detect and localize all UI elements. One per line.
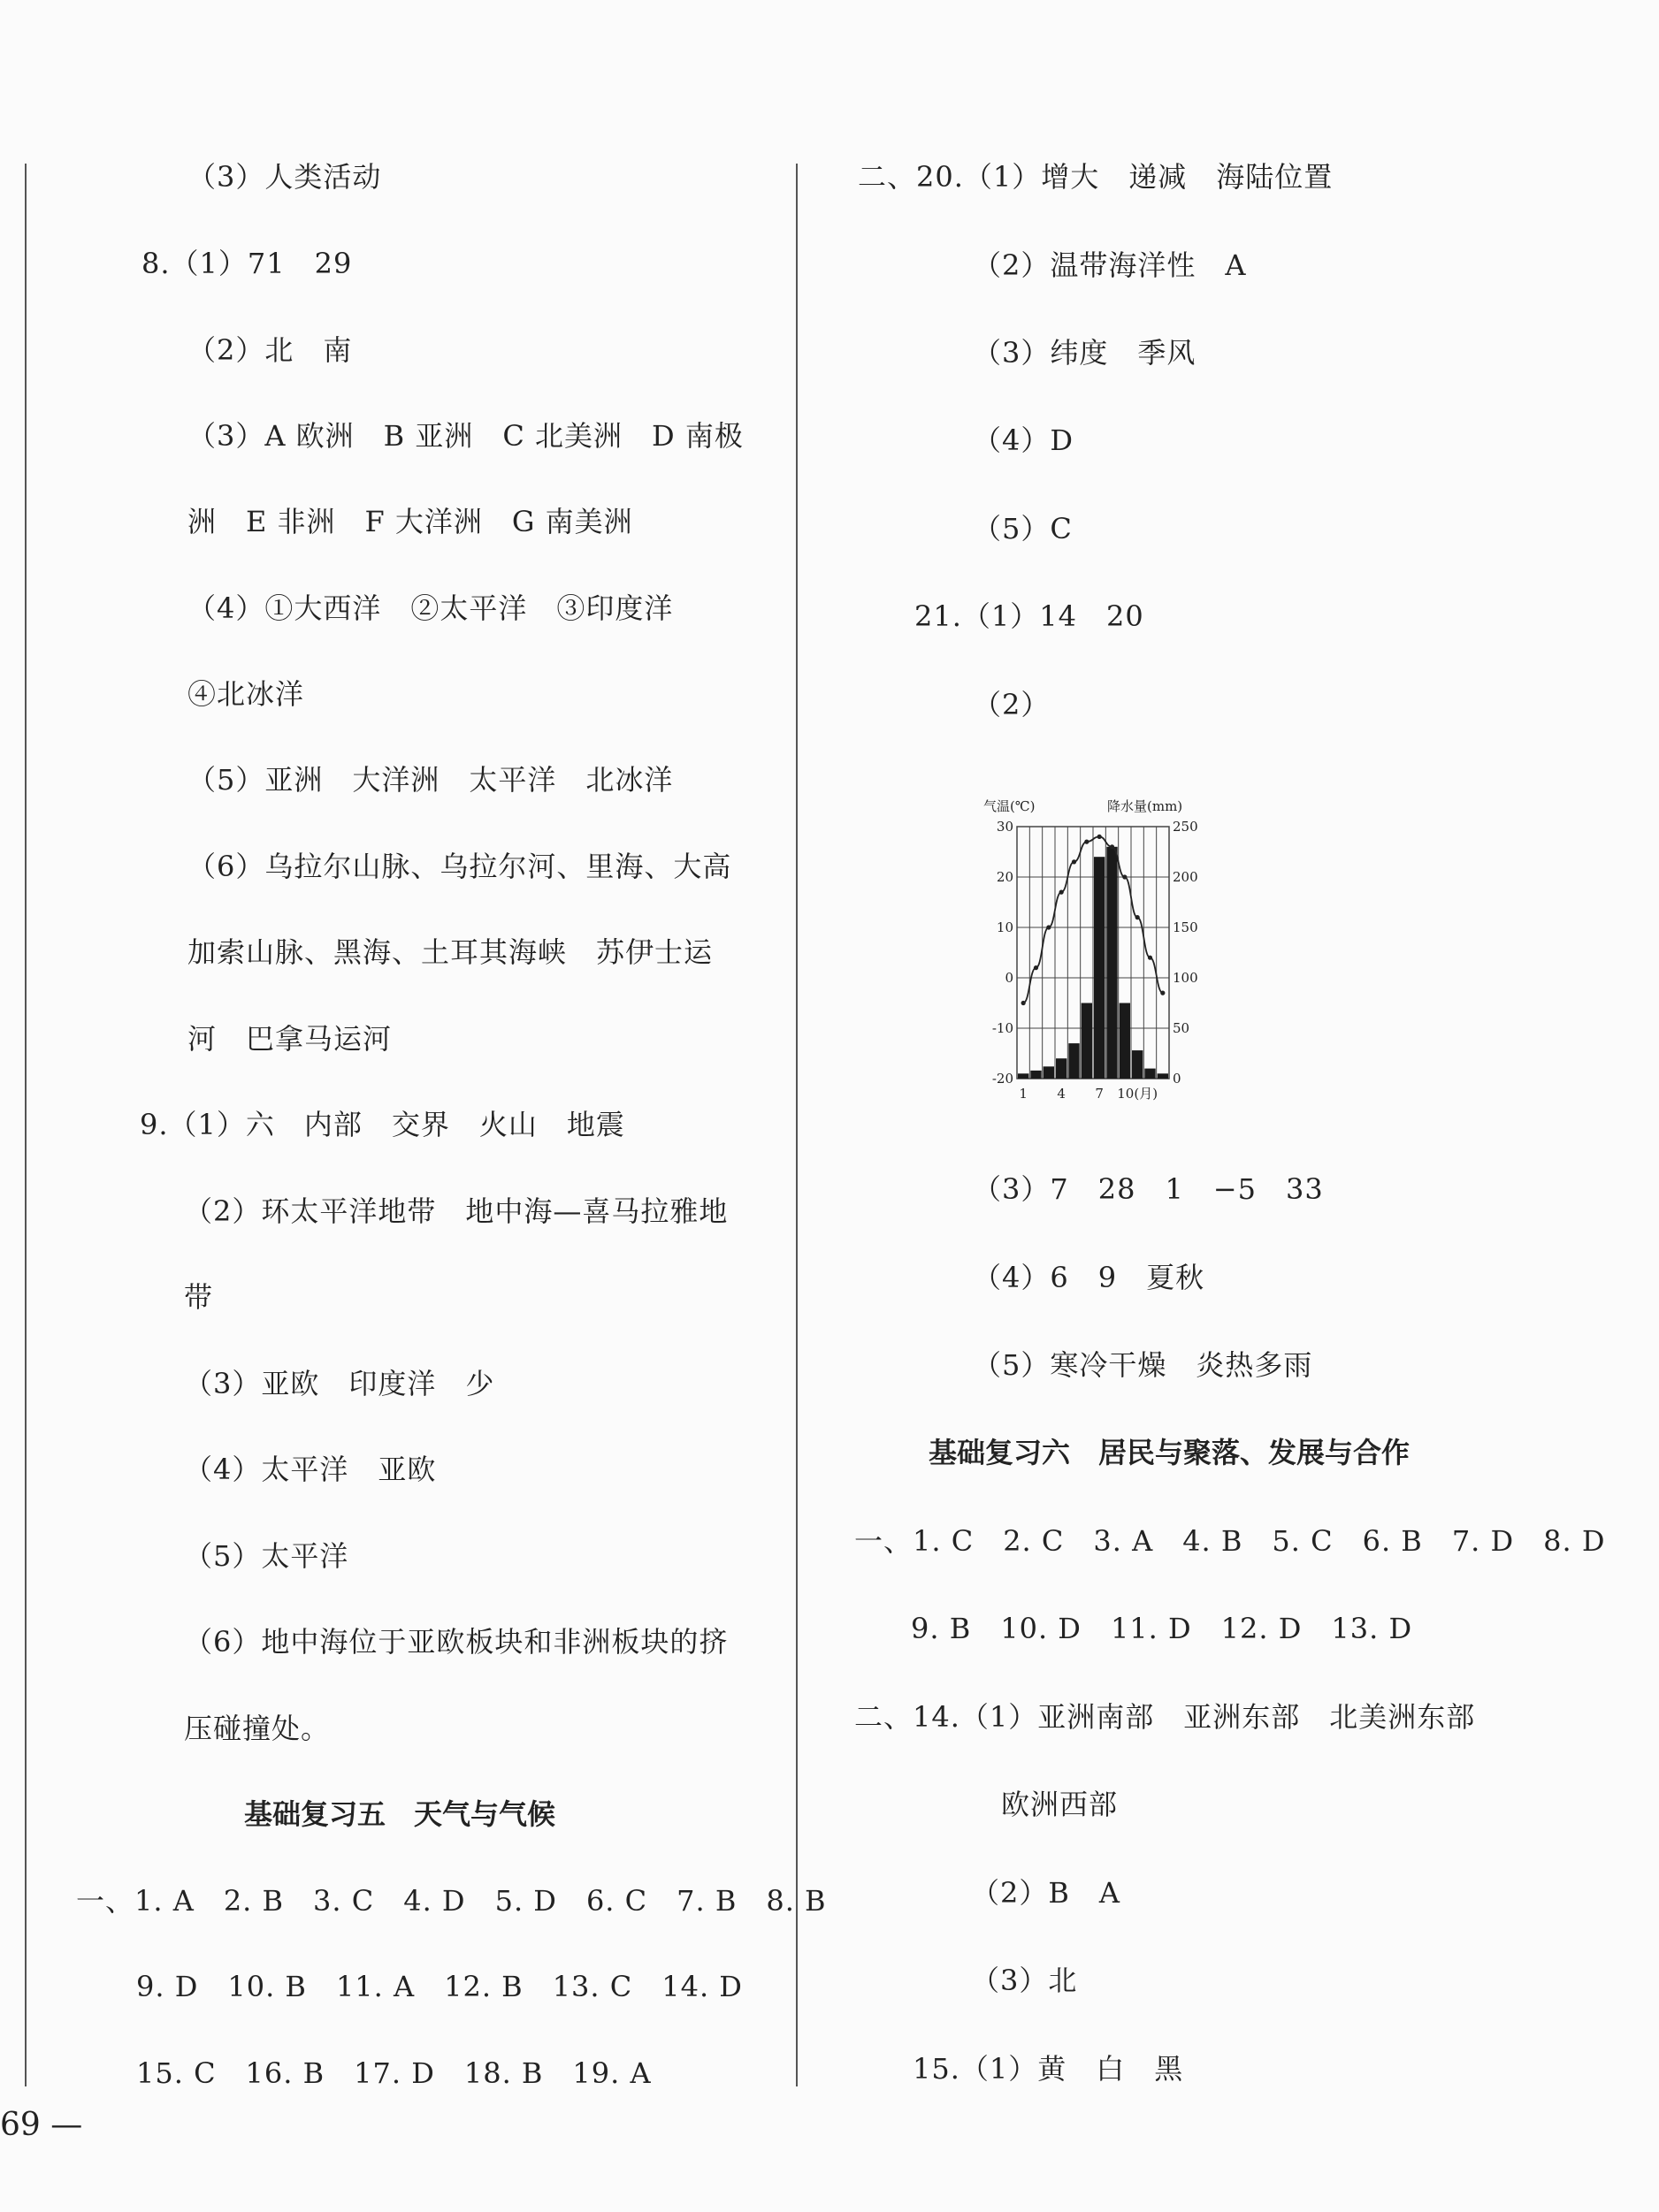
answer-line: （3）亚欧 印度洋 少: [184, 1367, 495, 1400]
y-left-tick-label: -20: [991, 1071, 1013, 1087]
answer-line: 压碰撞处。: [184, 1712, 331, 1745]
answer-line: 9. D 10. B 11. A 12. B 13. C 14. D: [136, 1970, 743, 2003]
answer-line: 21.（1）14 20: [914, 599, 1144, 633]
y-right-tick-label: 50: [1173, 1020, 1190, 1036]
y-right-tick-label: 100: [1173, 970, 1198, 986]
answer-line: （2）B A: [971, 1876, 1120, 1910]
answer-line: （2）温带海洋性 A: [973, 248, 1247, 282]
precipitation-bar: [1144, 1069, 1155, 1079]
answer-line: （5）亚洲 大洋洲 太平洋 北冰洋: [187, 763, 674, 797]
section-heading: 基础复习五 天气与气候: [244, 1797, 556, 1831]
x-tick-label: 10(月): [1117, 1086, 1158, 1102]
answer-line: 河 巴拿马运河: [187, 1022, 393, 1056]
precipitation-bar: [1044, 1066, 1054, 1079]
temperature-point: [1084, 840, 1089, 844]
answer-line: （3）纬度 季风: [973, 336, 1196, 370]
answer-line: 9.（1）六 内部 交界 火山 地震: [140, 1108, 625, 1141]
answer-line: 15.（1）黄 白 黑: [913, 2052, 1184, 2086]
answer-line: （4）太平洋 亚欧: [184, 1453, 437, 1486]
answer-line: （3）7 28 1 −5 33: [973, 1172, 1324, 1206]
temperature-point: [1097, 835, 1102, 839]
temperature-point: [1046, 925, 1051, 929]
temperature-point: [1160, 991, 1165, 995]
temperature-point: [1034, 965, 1038, 970]
answer-line: （4）6 9 夏秋: [973, 1261, 1205, 1294]
answer-line: 二、20.（1）增大 递减 海陆位置: [858, 160, 1334, 194]
column-divider: [796, 164, 798, 2086]
y-left-tick-label: -10: [991, 1020, 1013, 1036]
precipitation-bar: [1094, 857, 1105, 1079]
answer-line: （4）D: [973, 423, 1074, 457]
answer-line: 加索山脉、黑海、土耳其海峡 苏伊士运: [187, 935, 714, 969]
answer-line: 洲 E 非洲 F 大洋洲 G 南美洲: [187, 505, 633, 538]
answer-line: （3）A 欧洲 B 亚洲 C 北美洲 D 南极: [187, 419, 744, 453]
precipitation-bar: [1068, 1043, 1079, 1079]
answer-line: ④北冰洋: [187, 677, 305, 711]
x-tick-label: 7: [1095, 1086, 1104, 1102]
page-number: 69 —: [0, 2107, 83, 2143]
answer-line: （5）寒冷干燥 炎热多雨: [973, 1348, 1313, 1382]
y-left-tick-label: 20: [996, 869, 1013, 885]
y-right-tick-label: 200: [1173, 869, 1198, 885]
x-tick-label: 1: [1019, 1086, 1028, 1102]
x-tick-label: 4: [1057, 1086, 1066, 1102]
precipitation-bar: [1120, 1003, 1130, 1079]
precipitation-bar: [1018, 1073, 1028, 1079]
answer-line: （5）C: [973, 512, 1073, 545]
precipitation-bar: [1158, 1073, 1168, 1079]
answer-line: （3）北: [971, 1964, 1078, 1997]
y-left-tick-label: 10: [996, 919, 1013, 935]
precipitation-bar: [1082, 1003, 1092, 1079]
precipitation-bar: [1030, 1071, 1041, 1079]
answer-line: 欧洲西部: [1001, 1788, 1119, 1821]
answer-line: 9. B 10. D 11. D 12. D 13. D: [911, 1612, 1413, 1645]
answer-line: （6）乌拉尔山脉、乌拉尔河、里海、大高: [187, 850, 732, 883]
temperature-point: [1135, 915, 1140, 919]
answer-line: （4）①大西洋 ②太平洋 ③印度洋: [187, 591, 674, 625]
answer-line: （2）环太平洋地带 地中海—喜马拉雅地: [184, 1194, 729, 1228]
temperature-point: [1021, 1001, 1026, 1005]
answer-line: （3）人类活动: [187, 160, 382, 194]
y-right-tick-label: 0: [1173, 1071, 1181, 1087]
precipitation-bar: [1056, 1058, 1066, 1079]
answer-line: 带: [184, 1280, 214, 1314]
temperature-point: [1110, 844, 1114, 849]
climate-chart: [982, 791, 1220, 1118]
answer-line: 一、1. A 2. B 3. C 4. D 5. D 6. C 7. B 8. B: [76, 1884, 827, 1918]
temperature-point: [1072, 859, 1076, 864]
left-margin-rule: [25, 164, 27, 2086]
answer-line: （2）: [973, 688, 1051, 721]
section-heading: 基础复习六 居民与聚落、发展与合作: [929, 1436, 1411, 1469]
answer-line: （6）地中海位于亚欧板块和非洲板块的挤: [184, 1625, 729, 1659]
answer-line: 8.（1）71 29: [141, 247, 353, 280]
answer-line: 一、1. C 2. C 3. A 4. B 5. C 6. B 7. D 8. D: [854, 1524, 1606, 1558]
answer-line: 15. C 16. B 17. D 18. B 19. A: [136, 2056, 652, 2090]
temperature-point: [1148, 956, 1152, 960]
temperature-point: [1122, 874, 1127, 879]
y-left-axis-label: 气温(℃): [983, 798, 1036, 814]
precipitation-bar: [1106, 847, 1117, 1079]
y-left-tick-label: 0: [1005, 970, 1013, 986]
answer-line: 二、14.（1）亚洲南部 亚洲东部 北美洲东部: [854, 1700, 1476, 1734]
precipitation-bar: [1132, 1050, 1143, 1079]
y-right-tick-label: 250: [1173, 819, 1198, 835]
y-left-tick-label: 30: [996, 819, 1013, 835]
y-right-axis-label: 降水量(mm): [1107, 798, 1183, 814]
temperature-point: [1059, 890, 1064, 895]
y-right-tick-label: 150: [1173, 919, 1198, 935]
answer-line: （5）太平洋: [184, 1539, 349, 1573]
answer-line: （2）北 南: [187, 333, 353, 367]
